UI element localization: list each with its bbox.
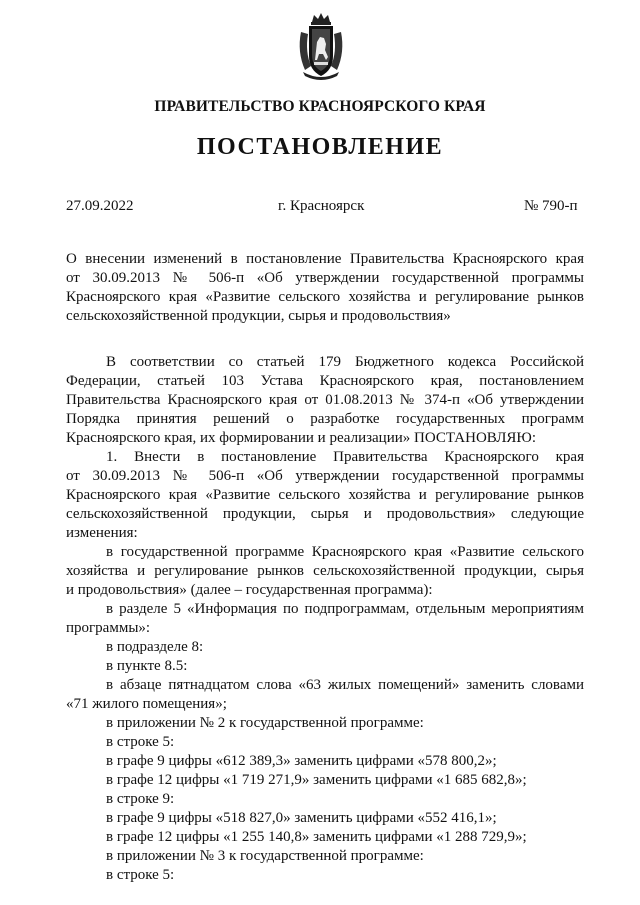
body-line: сельскохозяйственной продукции, сырья и продовольствия» следующие: [66, 506, 584, 522]
body-line: изменения:: [66, 525, 138, 541]
body-line: в приложении № 3 к государственной программе:: [106, 848, 424, 864]
coat-of-arms-emblem: [295, 12, 347, 82]
body-line: в графе 12 цифры «1 719 271,9» заменить цифрами «1 685 682,8»;: [106, 772, 527, 788]
body-line: в разделе 5 «Информация по подпрограммам, отдельным мероприятиям: [106, 601, 584, 617]
government-name: ПРАВИТЕЛЬСТВО КРАСНОЯРСКОГО КРАЯ: [154, 98, 486, 115]
body-line: Порядка принятия решений о разработке государственных программ: [66, 411, 584, 427]
body-line: В соответствии со статьей 179 Бюджетного кодекса Российской: [106, 354, 584, 370]
title-line: О внесении изменений в постановление Правительства Красноярского края: [66, 251, 584, 267]
title-line: от 30.09.2013 № 506-п «Об утверждении государственной программы: [66, 270, 584, 286]
body-line: Красноярского края «Развитие сельского хозяйства и регулирование рынков: [66, 487, 584, 503]
document-type: ПОСТАНОВЛЕНИЕ: [196, 134, 444, 160]
body-line: 1. Внести в постановление Правительства Красноярского края: [106, 449, 584, 465]
title-line: сельскохозяйственной продукции, сырья и продовольствия»: [66, 308, 451, 324]
body-line: и продовольствия» (далее – государственная программа):: [66, 582, 433, 598]
body-line: в графе 9 цифры «612 389,3» заменить цифрами «578 800,2»;: [106, 753, 497, 769]
body-line: в подразделе 8:: [106, 639, 204, 655]
body-line: в приложении № 2 к государственной программе:: [106, 715, 424, 731]
body-line: Федерации, статьей 103 Устава Красноярского края, постановлением: [66, 373, 584, 389]
body-line: в графе 12 цифры «1 255 140,8» заменить цифрами «1 288 729,9»;: [106, 829, 527, 845]
body-line: в строке 5:: [106, 867, 175, 883]
body-line: программы»:: [66, 620, 151, 636]
body-line: Красноярского края, их формировании и реализации» ПОСТАНОВЛЯЮ:: [66, 430, 536, 446]
body-line: «71 жилого помещения»;: [66, 696, 227, 712]
body-line: в строке 5:: [106, 734, 175, 750]
title-line: Красноярского края «Развитие сельского хозяйства и регулирование рынков: [66, 289, 584, 305]
body-line: Правительства Красноярского края от 01.08.2013 № 374-п «Об утверждении: [66, 392, 584, 408]
body-line: в строке 9:: [106, 791, 175, 807]
document-city: г. Красноярск: [278, 198, 365, 214]
body-line: в пункте 8.5:: [106, 658, 188, 674]
document-number: № 790-п: [524, 198, 578, 214]
document-date: 27.09.2022: [66, 198, 134, 214]
body-line: в государственной программе Красноярского края «Развитие сельского: [106, 544, 584, 560]
body-line: в графе 9 цифры «518 827,0» заменить цифрами «552 416,1»;: [106, 810, 497, 826]
body-line: от 30.09.2013 № 506-п «Об утверждении государственной программы: [66, 468, 584, 484]
body-line: в абзаце пятнадцатом слова «63 жилых помещений» заменить словами: [106, 677, 584, 693]
body-line: хозяйства и регулирование рынков сельскохозяйственной продукции, сырья: [66, 563, 584, 579]
